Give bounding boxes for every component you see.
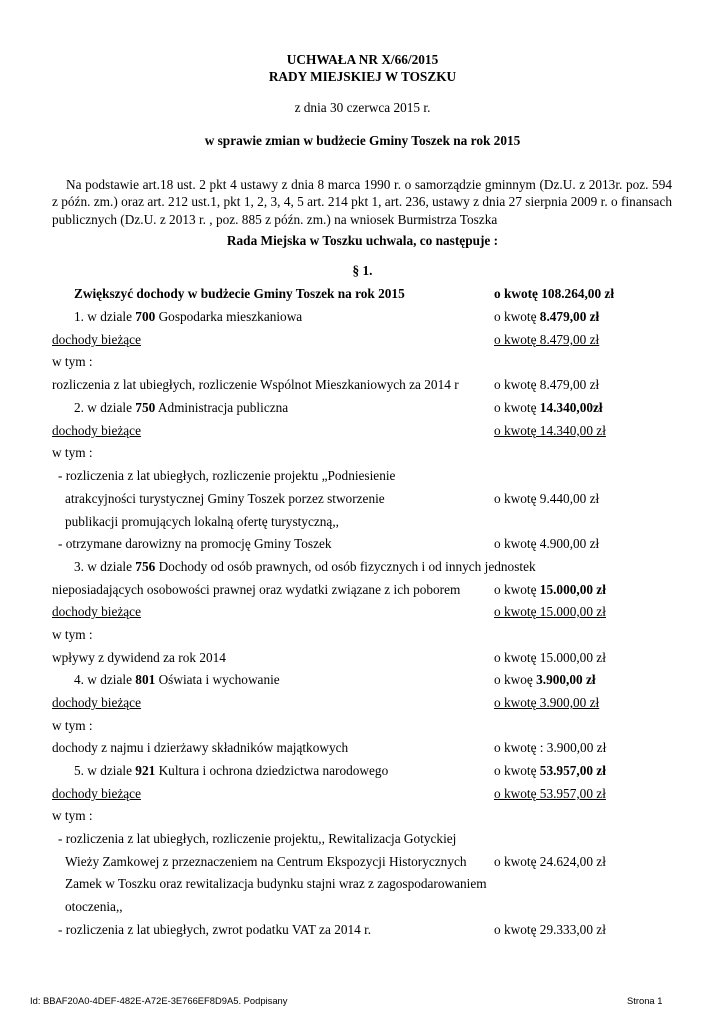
item-5-detail-2-amount: o kwotę 29.333,00 zł: [494, 922, 606, 937]
item-4-detail-amount: o kwotę : 3.900,00 zł: [494, 740, 607, 755]
item-5-amount: o kwotę 53.957,00 zł: [494, 763, 606, 778]
item-5-detail-line-2: Wieży Zamkowej z przeznaczeniem na Centrum Ekspozycji Historycznych: [65, 854, 467, 869]
intro-text: Zwiększyć dochody w budżecie Gminy Toszek na rok 2015: [74, 286, 405, 301]
item-1-detail-amount: o kwotę 8.479,00 zł: [494, 377, 600, 392]
item-5-heading: 5. w dziale 921 Kultura i ochrona dziedzictwa narodowego: [74, 763, 389, 778]
item-2-heading: 2. w dziale 750 Administracja publiczna: [74, 400, 289, 415]
item-3-heading: 3. w dziale 756 Dochody od osób prawnych, od osób fizycznych i od innych jednostek: [74, 559, 536, 574]
item-2-wtym: w tym :: [52, 445, 93, 460]
item-1-current-amount: o kwotę 8.479,00 zł: [494, 332, 600, 347]
item-5-detail-2: - rozliczenia z lat ubiegłych, zwrot podatku VAT za 2014 r.: [58, 922, 372, 937]
item-3-current-label: dochody bieżące: [52, 604, 141, 619]
item-3-heading-line-2: nieposiadających osobowości prawnej oraz wydatki związane z ich poborem: [52, 582, 461, 597]
item-4-amount: o kwoę 3.900,00 zł: [494, 672, 596, 687]
item-1-amount: o kwotę 8.479,00 zł: [494, 309, 600, 324]
item-2-current-label: dochody bieżące: [52, 423, 141, 438]
item-2-detail-2-amount: o kwotę 4.900,00 zł: [494, 536, 600, 551]
item-5-wtym: w tym :: [52, 808, 93, 823]
item-5-detail-amount: o kwotę 24.624,00 zł: [494, 854, 606, 869]
item-3-detail-amount: o kwotę 15.000,00 zł: [494, 650, 606, 665]
item-3-wtym: w tym :: [52, 627, 93, 642]
preamble-paragraph: Na podstawie art.18 ust. 2 pkt 4 ustawy z dnia 8 marca 1990 r. o samorządzie gminnym (Dz.U. z 2013r. poz. 594 z późn. zm.) oraz art. 212 ust.1, pkt 1, 2, 3, 4, 5 art. 214 pkt 1, art. 236, ustawy z dnia 27 sierpnia 2009 r. o finansach publicznych (Dz.U. z 2013 r. , poz. 885 z późn. zm.) na wniosek Burmistrza Toszka: [52, 177, 672, 227]
item-1-heading: 1. w dziale 700 Gospodarka mieszkaniowa: [74, 309, 303, 324]
item-2-detail-line-1: - rozliczenia z lat ubiegłych, rozliczenie projektu „Podniesienie: [58, 468, 396, 483]
item-5-detail-line-1: - rozliczenia z lat ubiegłych, rozliczenie projektu,, Rewitalizacja Gotyckiej: [58, 831, 457, 846]
item-2-detail-line-2: atrakcyjności turystycznej Gminy Toszek porzez stworzenie: [65, 491, 385, 506]
item-3-detail: wpływy z dywidend za rok 2014: [52, 650, 226, 665]
item-3-amount: o kwotę 15.000,00 zł: [494, 582, 606, 597]
item-4-wtym: w tym :: [52, 718, 93, 733]
item-2-detail-amount: o kwotę 9.440,00 zł: [494, 491, 600, 506]
item-5-detail-line-3: Zamek w Toszku oraz rewitalizacja budynku stajni wraz z zagospodarowaniem: [65, 876, 487, 891]
item-5-current-label: dochody bieżące: [52, 786, 141, 801]
item-2-detail-line-3: publikacji promujących lokalną ofertę turystyczną,,: [65, 514, 339, 529]
footer-page-number: Strona 1: [627, 995, 663, 1006]
council-name: RADY MIEJSKIEJ W TOSZKU: [268, 69, 457, 84]
item-2-current-amount: o kwotę 14.340,00 zł: [494, 423, 606, 438]
resolution-subject: w sprawie zmian w budżecie Gminy Toszek na rok 2015: [204, 133, 521, 148]
item-4-current-label: dochody bieżące: [52, 695, 141, 710]
item-5-current-amount: o kwotę 53.957,00 zł: [494, 786, 606, 801]
intro-amount: o kwotę 108.264,00 zł: [494, 286, 615, 301]
item-4-heading: 4. w dziale 801 Oświata i wychowanie: [74, 672, 280, 687]
resolution-date: z dnia 30 czerwca 2015 r.: [294, 100, 431, 115]
section-mark: § 1.: [352, 263, 373, 278]
item-5-detail-line-4: otoczenia,,: [65, 899, 123, 914]
resolution-number: UCHWAŁA NR X/66/2015: [286, 52, 439, 67]
item-2-detail-2: - otrzymane darowizny na promocję Gminy Toszek: [58, 536, 332, 551]
item-4-current-amount: o kwotę 3.900,00 zł: [494, 695, 600, 710]
footer-document-id: Id: BBAF20A0-4DEF-482E-A72E-3E766EF8D9A5. Podpisany: [30, 995, 288, 1006]
item-1-current-label: dochody bieżące: [52, 332, 141, 347]
item-4-detail: dochody z najmu i dzierżawy składników majątkowych: [52, 740, 349, 755]
item-1-detail: rozliczenia z lat ubiegłych, rozliczenie Wspólnot Mieszkaniowych za 2014 r: [52, 377, 459, 392]
item-1-wtym: w tym :: [52, 354, 93, 369]
item-3-current-amount: o kwotę 15.000,00 zł: [494, 604, 606, 619]
resolves-heading: Rada Miejska w Toszku uchwala, co następuje :: [226, 233, 499, 248]
item-2-amount: o kwotę 14.340,00zł: [494, 400, 603, 415]
